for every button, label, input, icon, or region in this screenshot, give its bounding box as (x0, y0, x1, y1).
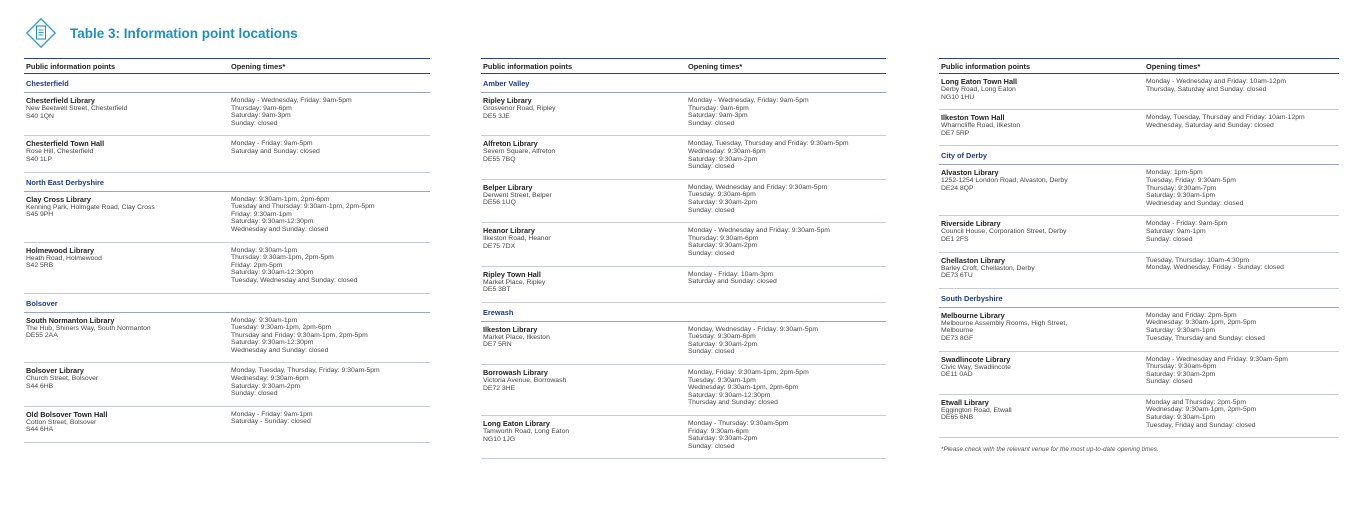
opening-time-line: Saturday: 9:30am-2pm (688, 340, 758, 348)
header-times: Opening times* (1146, 62, 1201, 71)
location-address (26, 375, 231, 390)
address-line: DE11 0AD (941, 371, 973, 379)
opening-time-line: Friday: 2pm-5pm (231, 261, 283, 269)
location-address (483, 235, 688, 250)
location-address (26, 204, 231, 219)
opening-time-line: Tuesday and Thursday: 9:30am-1pm, 2pm-5pm (231, 203, 375, 211)
table-row (939, 74, 1339, 110)
table-header (481, 58, 886, 74)
table-row (939, 165, 1339, 216)
table-header (24, 58, 430, 74)
location-name: Bolsover Library (26, 366, 84, 376)
location-address (483, 192, 688, 207)
opening-time-line: Sunday: closed (688, 249, 735, 257)
address-line: NG10 1HU (941, 93, 975, 101)
address-line: DE55 2AA (26, 332, 58, 340)
section-heading: City of Derby (939, 146, 1339, 165)
location-address (483, 279, 688, 294)
address-line: Derby Road, Long Eaton (941, 86, 1016, 93)
opening-time-line: Saturday and Sunday: closed (231, 147, 320, 155)
opening-times-cell (688, 420, 886, 450)
location-cell (26, 247, 231, 285)
opening-time-line: Sunday: closed (1146, 235, 1193, 243)
opening-time-line: Saturday: 9:30am-2pm (231, 382, 301, 390)
opening-time-line: Saturday: 9:30am-2pm (1146, 370, 1216, 378)
location-name: South Normanton Library (26, 315, 115, 325)
table-row (24, 363, 430, 406)
address-line: S42 5RB (26, 262, 54, 270)
opening-time-line: Monday, Tuesday, Thursday and Friday: 10am-12pm (1146, 114, 1305, 122)
address-line: Victoria Avenue, Borrowash (483, 377, 567, 385)
opening-time-line: Monday - Friday: 10am-3pm (688, 270, 774, 278)
address-line: Melbourne Assembly Rooms, High Street, (941, 319, 1068, 327)
location-cell (26, 367, 231, 397)
opening-time-line: Wednesday: 9:30am-6pm (231, 375, 309, 383)
location-cell (941, 399, 1146, 429)
location-name: Clay Cross Library (26, 194, 91, 204)
address-line: DE5 3BT (483, 286, 511, 294)
address-line: Severn Square, Alfreton (483, 148, 556, 156)
opening-times-cell (1146, 312, 1339, 343)
table-row (481, 93, 886, 136)
address-line: S40 1QN (26, 112, 54, 120)
opening-time-line: Sunday: closed (231, 390, 278, 398)
opening-times-cell (688, 227, 886, 257)
address-line: Heath Road, Holmewood (26, 254, 102, 262)
opening-times-cell (231, 317, 430, 355)
address-line: Market Place, Ripley (483, 278, 546, 286)
location-name: Long Eaton Library (483, 419, 550, 429)
location-address (26, 255, 231, 270)
table-row (939, 308, 1339, 352)
opening-time-line: Monday: 1pm-5pm (1146, 169, 1203, 177)
location-name: Old Bolsover Town Hall (26, 409, 108, 419)
opening-time-line: Saturday: 9:30am-12:30pm (231, 218, 314, 226)
opening-time-line: Monday, Tuesday, Thursday and Friday: 9:30am-5pm (688, 140, 849, 148)
opening-time-line: Monday: 9:30am-1pm (231, 316, 298, 324)
opening-time-line: Saturday: 9:30am-12:30pm (231, 339, 314, 347)
address-line: S40 1LP (26, 155, 53, 163)
opening-times-cell (1146, 169, 1339, 207)
location-cell (26, 97, 231, 127)
opening-time-line: Wednesday and Sunday: closed (231, 225, 329, 233)
document-icon (24, 16, 58, 50)
location-address (26, 148, 231, 163)
table-row (481, 267, 886, 303)
table-row (481, 365, 886, 416)
opening-time-line: Friday: 9:30am-6pm (688, 427, 749, 435)
opening-times-cell (1146, 220, 1339, 243)
opening-time-line: Sunday: closed (1146, 378, 1193, 386)
table-column-1 (24, 58, 430, 443)
table-row (24, 407, 430, 443)
location-name: Long Eaton Town Hall (941, 77, 1018, 86)
location-cell (941, 78, 1146, 101)
opening-time-line: Thursday: 9:30am-6pm (688, 234, 759, 242)
address-line: DE5 3JE (483, 112, 510, 120)
header-points: Public information points (483, 62, 573, 71)
address-line: DE72 3HE (483, 384, 516, 392)
location-cell (483, 97, 688, 127)
header-points: Public information points (26, 62, 116, 71)
opening-time-line: Thursday: 9:30am-6pm (1146, 363, 1217, 371)
opening-time-line: Monday - Wednesday, Friday: 9am-5pm (688, 97, 809, 104)
header-times: Opening times* (688, 62, 743, 71)
location-cell (483, 271, 688, 294)
opening-time-line: Thursday and Sunday: closed (688, 399, 778, 407)
address-line: 1252-1254 London Road, Alvaston, Derby (941, 177, 1068, 185)
location-name: Swadlincote Library (941, 354, 1011, 364)
location-name: Alfreton Library (483, 139, 538, 149)
section-heading: Chesterfield (24, 74, 430, 93)
address-line: Eggington Road, Etwall (941, 406, 1012, 414)
table-row (481, 136, 886, 179)
address-line: DE75 7DX (483, 242, 516, 250)
opening-time-line: Monday, Friday: 9:30am-1pm, 2pm-5pm (688, 369, 809, 377)
address-line: Ilkeston Road, Heanor (483, 235, 551, 243)
location-cell (941, 114, 1146, 137)
table-row (939, 216, 1339, 252)
opening-time-line: Thursday and Friday: 9:30am-1pm, 2pm-5pm (231, 331, 368, 339)
location-name: Belper Library (483, 182, 533, 192)
location-cell (941, 220, 1146, 243)
opening-time-line: Saturday: 9am-1pm (1146, 227, 1206, 235)
opening-times-cell (688, 326, 886, 356)
address-line: DE73 6TU (941, 272, 973, 280)
location-address (26, 325, 231, 340)
location-address (26, 105, 231, 120)
location-cell (941, 356, 1146, 386)
header-points: Public information points (941, 62, 1031, 71)
opening-time-line: Tuesday: 9:30am-6pm (688, 191, 756, 199)
address-line: DE24 8QP (941, 184, 974, 192)
opening-time-line: Sunday: closed (688, 119, 735, 127)
location-name: Chesterfield Town Hall (26, 139, 105, 149)
header-times: Opening times* (231, 62, 286, 71)
location-name: Alvaston Library (941, 168, 999, 178)
location-cell (26, 196, 231, 234)
address-line: Market Place, Ilkeston (483, 333, 550, 341)
opening-time-line: Monday and Friday: 2pm-5pm (1146, 311, 1237, 319)
location-address (483, 334, 688, 349)
opening-times-cell (231, 247, 430, 285)
address-line: DE55 7BQ (483, 155, 516, 163)
opening-time-line: Tuesday, Friday: 9:30am-5pm (1146, 176, 1236, 184)
address-line: The Hub, Shiners Way, South Normanton (26, 324, 151, 332)
address-line: DE65 6NB (941, 414, 974, 422)
opening-time-line: Wednesday: 9:30am-6pm (688, 147, 766, 155)
address-line: DE1 2FS (941, 235, 969, 243)
opening-time-line: Wednesday and Sunday: closed (231, 346, 329, 354)
page-title: Table 3: Information point locations (70, 25, 298, 41)
opening-time-line: Wednesday, Saturday and Sunday: closed (1146, 121, 1274, 129)
opening-time-line: Wednesday and Sunday: closed (1146, 199, 1244, 207)
address-line: Barley Croft, Chellaston, Derby (941, 264, 1035, 272)
location-address (483, 428, 688, 443)
address-line: Council House, Corporation Street, Derby (941, 228, 1067, 236)
opening-time-line: Wednesday: 9:30am-1pm, 2pm-5pm (1146, 406, 1257, 414)
opening-time-line: Tuesday: 9:30am-6pm (688, 333, 756, 341)
opening-times-cell (231, 411, 430, 434)
table-header (939, 58, 1339, 74)
location-cell (483, 326, 688, 356)
opening-time-line: Sunday: closed (231, 119, 278, 127)
location-name: Chesterfield Library (26, 96, 95, 105)
location-cell (483, 369, 688, 407)
location-address (941, 364, 1146, 379)
opening-time-line: Wednesday: 9:30am-1pm, 2pm-5pm (1146, 319, 1257, 327)
table-row (24, 192, 430, 243)
address-line: NG10 1JG (483, 435, 516, 443)
location-cell (26, 317, 231, 355)
location-cell (941, 169, 1146, 207)
table-row (939, 395, 1339, 438)
opening-time-line: Monday, Tuesday, Thursday, Friday: 9:30am-5pm (231, 367, 380, 375)
opening-time-line: Monday - Wednesday, Friday: 9am-5pm (231, 97, 352, 104)
address-line: Tamworth Road, Long Eaton (483, 428, 570, 436)
opening-time-line: Monday and Thursday: 2pm-5pm (1146, 398, 1246, 406)
opening-time-line: Saturday: 9:30am-2pm (688, 242, 758, 250)
location-name: Etwall Library (941, 397, 989, 407)
opening-times-cell (1146, 114, 1339, 137)
table-row (24, 93, 430, 136)
address-line: Grosvenor Road, Ripley (483, 105, 556, 112)
location-address (26, 419, 231, 434)
table-row (24, 243, 430, 294)
opening-times-cell (688, 184, 886, 214)
location-address (941, 122, 1146, 137)
section-heading: South Derbyshire (939, 289, 1339, 308)
opening-time-line: Monday, Wednesday and Friday: 9:30am-5pm (688, 183, 828, 191)
section-heading: North East Derbyshire (24, 173, 430, 192)
section-heading: Bolsover (24, 294, 430, 313)
location-name: Chellaston Library (941, 255, 1006, 265)
location-address (941, 407, 1146, 422)
opening-time-line: Saturday: 9:30am-2pm (688, 435, 758, 443)
opening-times-cell (688, 369, 886, 407)
opening-times-cell (1146, 399, 1339, 429)
location-name: Ilkeston Library (483, 324, 538, 334)
opening-time-line: Saturday: 9:30am-1pm (1146, 326, 1216, 334)
location-cell (941, 257, 1146, 280)
opening-time-line: Tuesday: 9:30am-1pm, 2pm-6pm (231, 324, 332, 332)
location-name: Ripley Library (483, 96, 532, 105)
address-line: Wharncliffe Road, Ilkeston (941, 122, 1021, 130)
location-cell (483, 184, 688, 214)
location-name: Riverside Library (941, 219, 1001, 229)
opening-times-cell (688, 271, 886, 294)
opening-time-line: Monday - Wednesday and Friday: 10am-12pm (1146, 78, 1287, 85)
location-name: Heanor Library (483, 226, 535, 236)
table-row (939, 352, 1339, 395)
table-row (481, 322, 886, 365)
opening-time-line: Monday: 9:30am-1pm, 2pm-6pm (231, 195, 330, 203)
opening-time-line: Saturday: 9:30am-2pm (688, 198, 758, 206)
opening-time-line: Thursday: 9:30am-1pm, 2pm-5pm (231, 254, 334, 262)
location-address (483, 105, 688, 120)
location-cell (483, 420, 688, 450)
location-name: Holmewood Library (26, 245, 95, 255)
opening-time-line: Saturday: 9am-3pm (231, 112, 291, 120)
location-address (483, 377, 688, 392)
address-line: DE7 5RP (941, 129, 970, 137)
opening-time-line: Sunday: closed (688, 442, 735, 450)
opening-time-line: Saturday and Sunday: closed (688, 278, 777, 286)
opening-time-line: Tuesday, Friday and Sunday: closed (1146, 421, 1256, 429)
address-line: DE73 8GF (941, 334, 974, 342)
opening-time-line: Thursday: 9:30am-7pm (1146, 184, 1217, 192)
location-address (941, 177, 1146, 192)
section-heading: Erewash (481, 303, 886, 322)
address-line: Melbourne (941, 327, 974, 335)
address-line: S45 9PH (26, 211, 54, 219)
address-line: Kenning Park, Holmgate Road, Clay Cross (26, 203, 155, 211)
address-line: S44 6HB (26, 383, 54, 391)
opening-time-line: Tuesday: 9:30am-1pm (688, 376, 756, 384)
opening-times-cell (231, 196, 430, 234)
table-row (939, 253, 1339, 289)
address-line: DE7 5RN (483, 341, 512, 349)
location-name: Melbourne Library (941, 310, 1005, 320)
opening-times-cell (688, 140, 886, 170)
opening-time-line: Tuesday, Thursday and Sunday: closed (1146, 334, 1265, 342)
opening-time-line: Monday - Friday: 9am-1pm (231, 410, 313, 418)
footnote: *Please check with the relevant venue for the most up-to-date opening times. (941, 446, 1159, 454)
location-address (483, 148, 688, 163)
opening-time-line: Saturday: 9:30am-1pm (1146, 414, 1216, 422)
opening-time-line: Thursday, Saturday and Sunday: closed (1146, 85, 1267, 93)
opening-times-cell (231, 140, 430, 163)
table-column-2 (481, 58, 886, 459)
opening-time-line: Thursday: 9am-6pm (688, 104, 749, 112)
opening-time-line: Tuesday, Wednesday and Sunday: closed (231, 276, 358, 284)
location-name: Ripley Town Hall (483, 269, 541, 279)
table-row (481, 180, 886, 223)
address-line: Derwent Street, Belper (483, 191, 552, 199)
address-line: Cotton Street, Bolsover (26, 418, 97, 426)
address-line: New Beetwell Street, Chesterfield (26, 105, 128, 112)
opening-times-cell (688, 97, 886, 127)
location-name: Ilkeston Town Hall (941, 113, 1005, 123)
opening-times-cell (1146, 257, 1339, 280)
location-address (941, 86, 1146, 101)
opening-time-line: Monday - Wednesday and Friday: 9:30am-5pm (688, 227, 830, 235)
location-cell (941, 312, 1146, 343)
location-cell (26, 411, 231, 434)
opening-time-line: Sunday: closed (688, 163, 735, 171)
address-line: S44 6HA (26, 426, 54, 434)
location-cell (26, 140, 231, 163)
opening-time-line: Monday, Wednesday, Friday - Sunday: closed (1146, 264, 1284, 272)
opening-times-cell (231, 367, 430, 397)
table-row (24, 136, 430, 172)
opening-time-line: Monday: 9:30am-1pm (231, 246, 298, 254)
table-row (481, 416, 886, 459)
address-line: Civic Way, Swadlincote (941, 363, 1011, 371)
opening-times-cell (1146, 78, 1339, 101)
opening-time-line: Saturday: 9:30am-2pm (688, 155, 758, 163)
opening-time-line: Saturday - Sunday: closed (231, 418, 311, 426)
location-name: Borrowash Library (483, 368, 548, 378)
location-address (941, 228, 1146, 243)
opening-time-line: Monday - Friday: 9am-5pm (1146, 220, 1228, 228)
table-row (24, 313, 430, 364)
table-row (481, 223, 886, 266)
opening-time-line: Tuesday, Thursday: 10am-4:30pm (1146, 256, 1250, 264)
opening-time-line: Wednesday: 9:30am-1pm, 2pm-6pm (688, 384, 799, 392)
address-line: Rose Hill, Chesterfield (26, 148, 94, 156)
opening-time-line: Monday - Thursday: 9:30am-5pm (688, 420, 789, 428)
address-line: Church Street, Bolsover (26, 375, 99, 383)
opening-time-line: Saturday: 9am-3pm (688, 112, 748, 120)
section-heading: Amber Valley (481, 74, 886, 93)
table-row (939, 110, 1339, 146)
opening-time-line: Friday: 9:30am-1pm (231, 210, 292, 218)
opening-time-line: Monday, Wednesday - Friday: 9:30am-5pm (688, 325, 819, 333)
opening-time-line: Monday - Friday: 9am-5pm (231, 140, 313, 148)
opening-time-line: Saturday: 9:30am-12:30pm (688, 391, 771, 399)
location-address (941, 265, 1146, 280)
location-cell (483, 227, 688, 257)
opening-times-cell (231, 97, 430, 127)
table-column-3 (939, 58, 1339, 453)
location-address (941, 320, 1146, 343)
opening-time-line: Monday - Wednesday and Friday: 9:30am-5pm (1146, 355, 1288, 363)
header (24, 16, 298, 50)
opening-time-line: Saturday: 9:30am-1pm (1146, 192, 1216, 200)
opening-time-line: Thursday: 9am-6pm (231, 104, 292, 112)
location-cell (483, 140, 688, 170)
opening-times-cell (1146, 356, 1339, 386)
opening-time-line: Sunday: closed (688, 206, 735, 214)
opening-time-line: Sunday: closed (688, 348, 735, 356)
address-line: DE56 1UQ (483, 199, 516, 207)
opening-time-line: Saturday: 9:30am-12:30pm (231, 269, 314, 277)
